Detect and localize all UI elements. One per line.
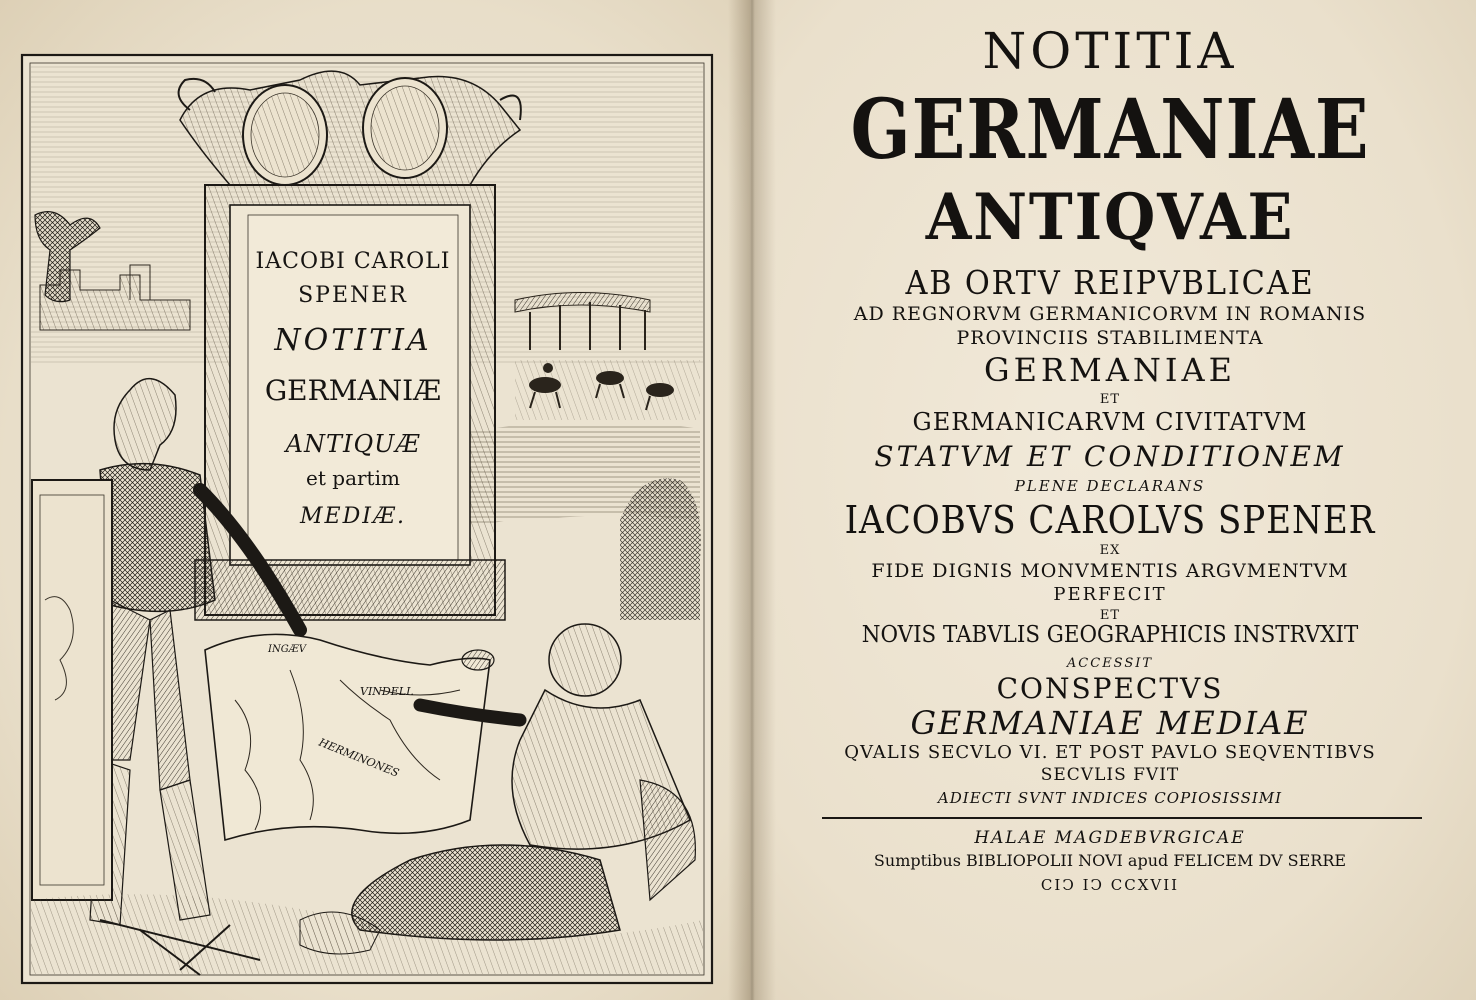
shield-illustration <box>32 480 112 900</box>
imprint-publisher: Sumptibus BIBLIOPOLII NOVI apud FELICEM DV SERRE <box>873 851 1347 870</box>
subtitle-ab-ortu: AB ORTV REIPVBLICAE <box>905 263 1315 302</box>
line-ad-regnorum: AD REGNORVM GERMANICORVM IN ROMANIS <box>853 303 1367 325</box>
line-fide-dignis: FIDE DIGNIS MONVMENTIS ARGVMENTVM <box>871 560 1349 582</box>
line-conspectus: CONSPECTVS <box>996 672 1224 705</box>
line-et-1: ET <box>1099 392 1121 407</box>
plate-line-5: ANTIQUÆ <box>285 430 421 458</box>
plate-line-7: MEDIÆ. <box>300 504 406 529</box>
plate-line-6: et partim <box>306 466 400 490</box>
line-provinciis: PROVINCIIS STABILIMENTA <box>956 327 1264 349</box>
plate-line-2: SPENER <box>298 283 408 308</box>
line-statum: STATVM ET CONDITIONEM <box>874 440 1346 473</box>
line-accessit: ACCESSIT <box>1066 656 1154 671</box>
line-plene: PLENE DECLARANS <box>1014 477 1206 495</box>
plate-line-1: IACOBI CAROLI <box>255 249 451 274</box>
imprint-city: HALAE MAGDEBVRGICAE <box>974 828 1246 848</box>
imprint-year: CIϽ IϽ CCXVII <box>1040 876 1180 894</box>
author-name: IACOBVS CAROLVS SPENER <box>844 498 1376 542</box>
line-seculis: SECVLIS FVIT <box>1040 765 1180 785</box>
plate-line-3: NOTITIA <box>274 323 432 358</box>
cavalry-scene <box>515 360 700 420</box>
map-label-ingaev: INGÆV <box>268 644 306 655</box>
plate-line-4: GERMANIÆ <box>264 374 442 407</box>
line-germanicarum: GERMANICARVM CIVITATVM <box>912 408 1308 436</box>
title-rule <box>822 817 1422 819</box>
line-germaniae-mediae: GERMANIAE MEDIAE <box>910 704 1310 742</box>
title-antiqvae: ANTIQVAE <box>925 180 1295 255</box>
line-ex: EX <box>1099 543 1121 558</box>
line-perfecit: PERFECIT <box>1053 584 1167 605</box>
line-novis-tabulis: NOVIS TABVLIS GEOGRAPHICIS INSTRVXIT <box>861 622 1359 648</box>
title-germaniae: GERMANIAE <box>850 82 1370 178</box>
title-notitia: NOTITIA <box>982 22 1238 80</box>
line-germaniae: GERMANIAE <box>984 351 1236 389</box>
line-qualis: QVALIS SECVLO VI. ET POST PAVLO SEQVENTIBVS <box>844 742 1376 763</box>
map-scroll <box>205 634 494 840</box>
line-et-2: ET <box>1099 608 1121 623</box>
map-label-vindeli: VINDELI. <box>360 685 414 698</box>
map-label-herminones: HERMINONES <box>316 735 401 780</box>
title-page <box>770 0 1450 1000</box>
line-adiecti: ADIECTI SVNT INDICES COPIOSISSIMI <box>937 789 1283 807</box>
heraldic-cartouche <box>179 71 521 185</box>
